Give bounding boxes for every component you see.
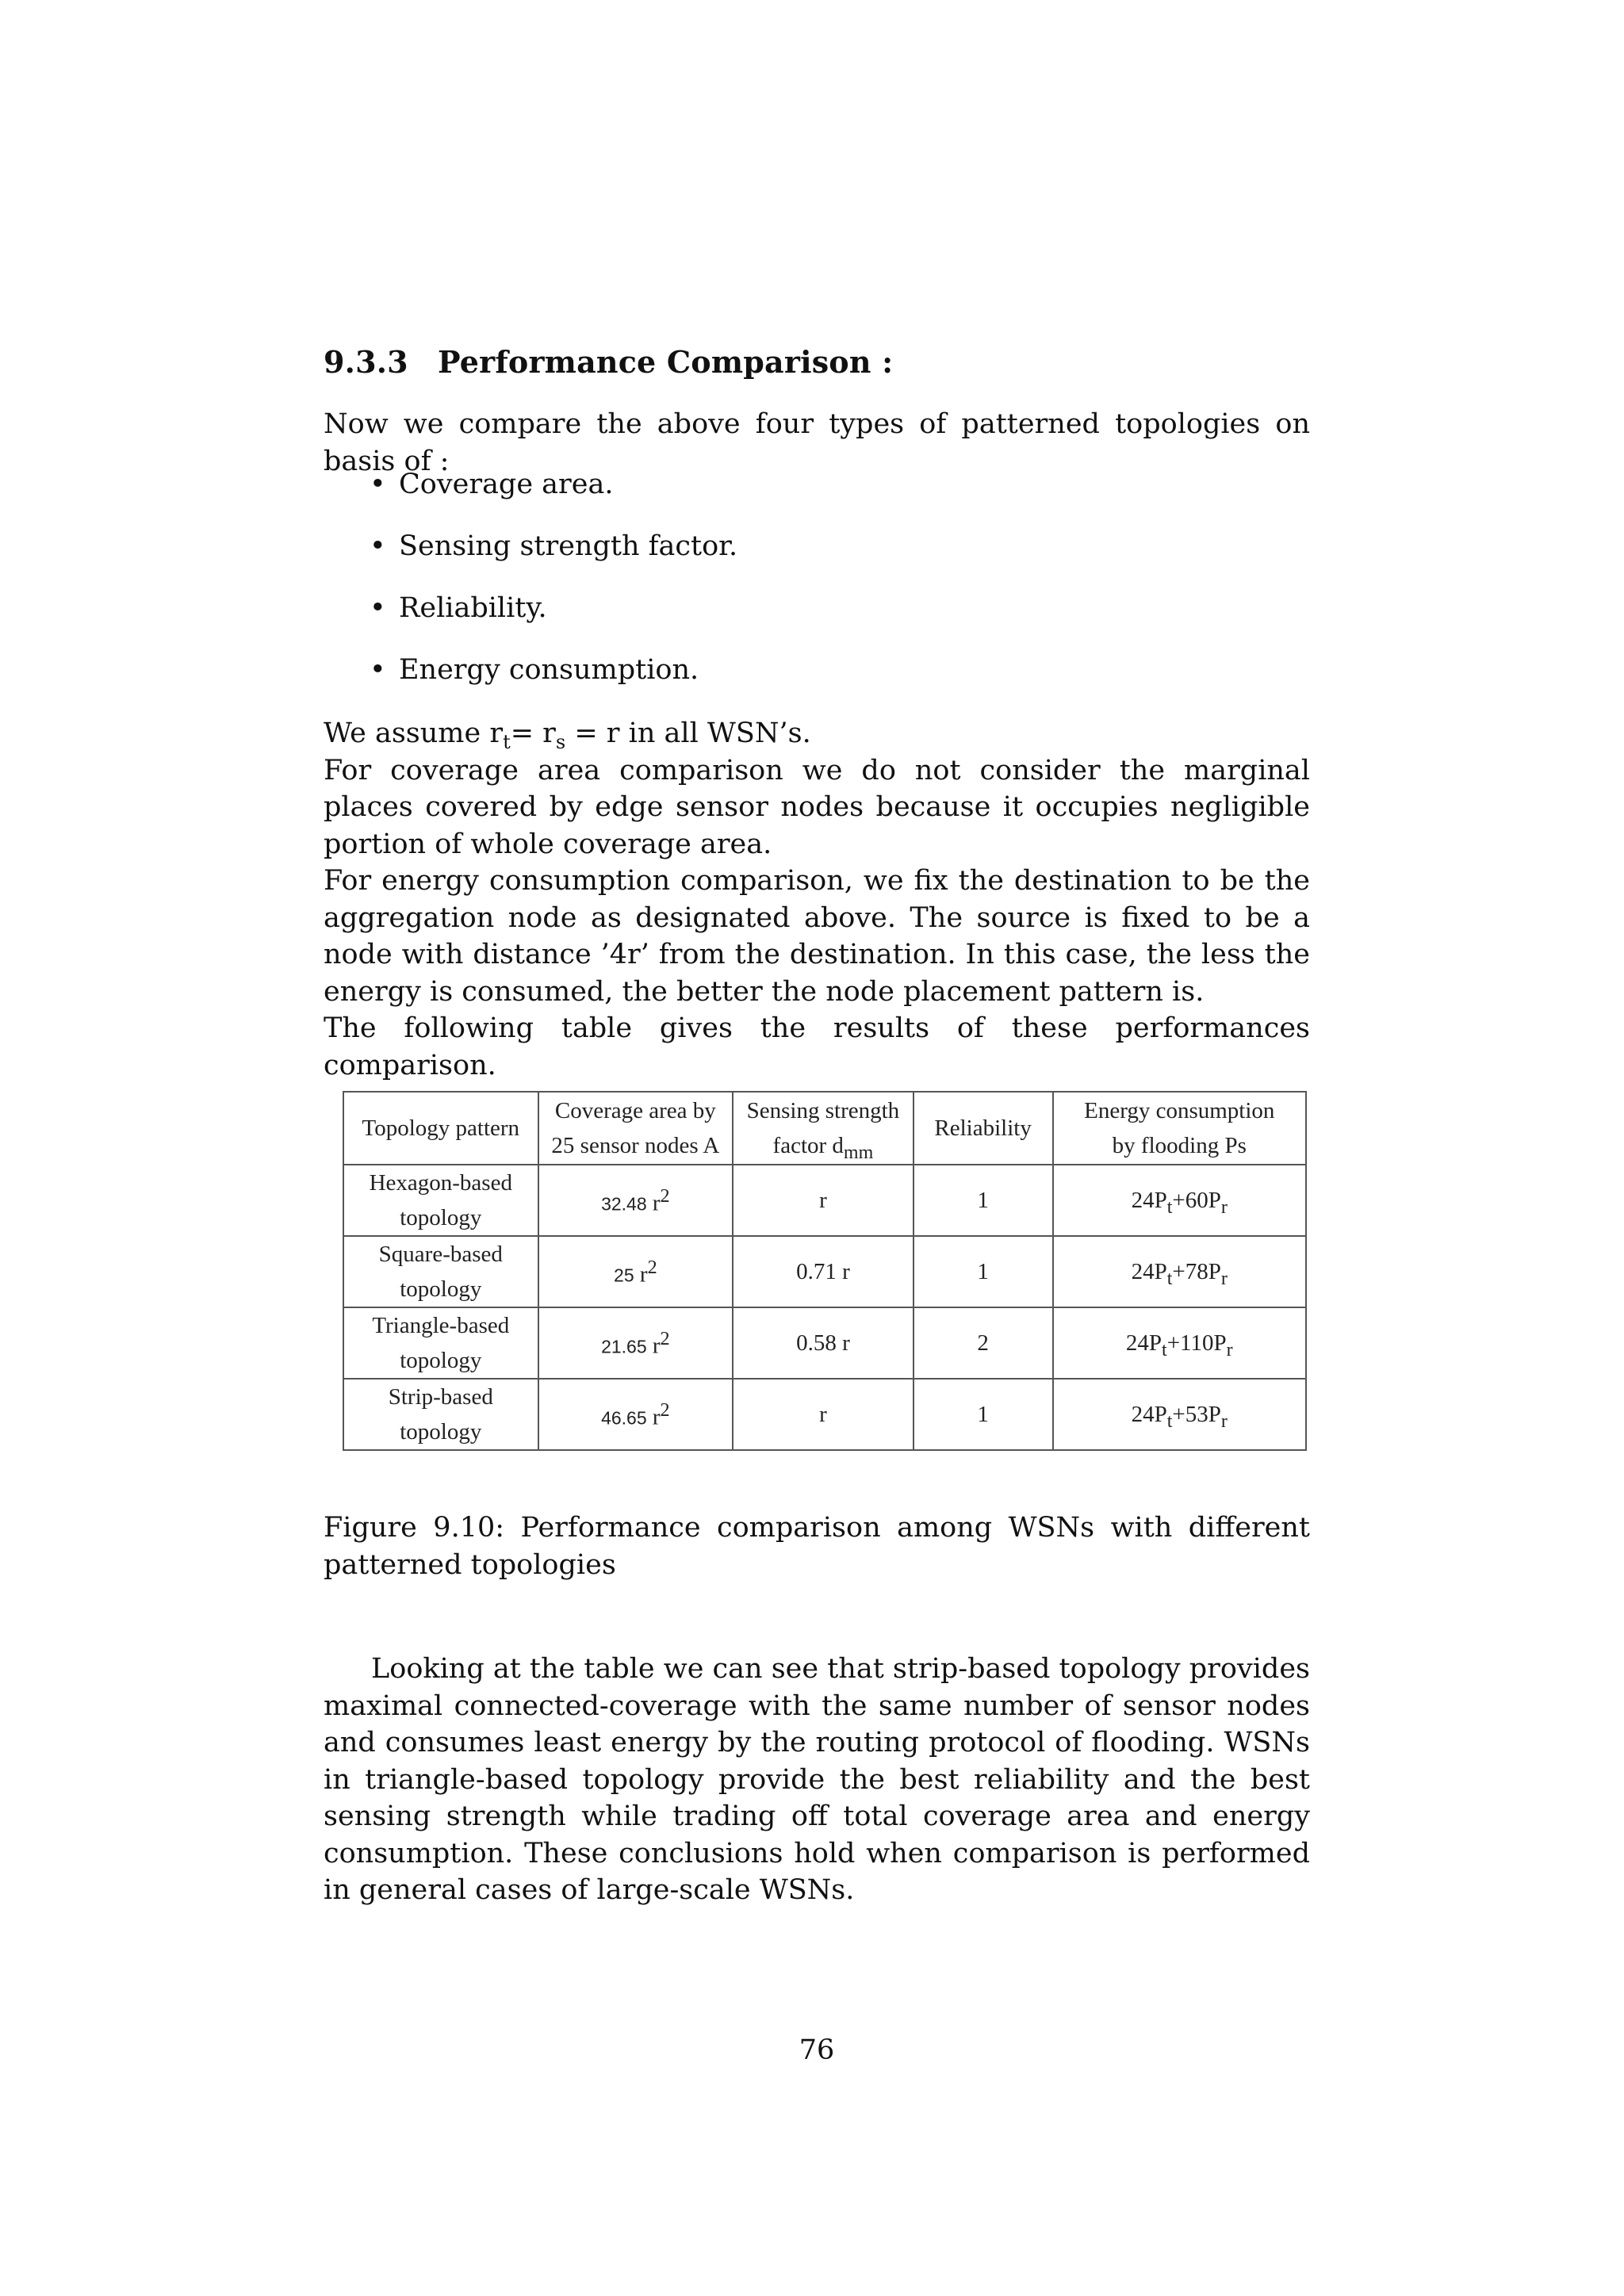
bullet-icon: • bbox=[370, 592, 386, 624]
list-item: • Sensing strength factor. bbox=[324, 528, 737, 590]
cell-energy: $24P_t+110P_r$ bbox=[1053, 1307, 1306, 1379]
intro-text: Now we compare the above four types of patterned topologies on basis of : bbox=[324, 408, 1310, 477]
cell-coverage: 25 $r^2$ bbox=[538, 1236, 733, 1307]
list-item: • Coverage area. bbox=[324, 466, 737, 528]
cell-topology: Strip-based topology bbox=[343, 1379, 538, 1450]
list-item: • Energy consumption. bbox=[324, 652, 737, 714]
bullet-icon: • bbox=[370, 469, 386, 500]
table-header-row bbox=[343, 1092, 1306, 1165]
cell-reliability: 2 bbox=[914, 1307, 1053, 1379]
page bbox=[324, 0, 1310, 2296]
cell-sensing: 0.71 r bbox=[733, 1236, 914, 1307]
cell-coverage: 46.65 $r^2$ bbox=[538, 1379, 733, 1450]
header-sensing: Sensing strength factor $d_{mm}$ bbox=[733, 1092, 914, 1165]
cell-sensing: r bbox=[733, 1165, 914, 1236]
header-energy: Energy consumption by flooding Ps bbox=[1053, 1092, 1306, 1165]
bullet-icon: • bbox=[370, 654, 386, 686]
section-number: 9.3.3 bbox=[324, 344, 408, 380]
cell-sensing: 0.58 r bbox=[733, 1307, 914, 1379]
body-text bbox=[324, 715, 1310, 1084]
cell-topology: Triangle-based topology bbox=[343, 1307, 538, 1379]
table-row bbox=[343, 1165, 1306, 1236]
table-row bbox=[343, 1236, 1306, 1307]
section-heading bbox=[324, 344, 893, 380]
assumption-line: We assume $r_t= r_s = r$ in all WSN’s. bbox=[324, 718, 811, 753]
table-row bbox=[343, 1307, 1306, 1379]
list-item: • Reliability. bbox=[324, 590, 737, 652]
header-reliability: Reliability bbox=[914, 1092, 1053, 1165]
cell-sensing: r bbox=[733, 1379, 914, 1450]
table-row bbox=[343, 1379, 1306, 1450]
page-number: 76 bbox=[799, 2034, 835, 2066]
cell-coverage: 32.48 $r^2$ bbox=[538, 1165, 733, 1236]
comparison-table-figure bbox=[343, 1091, 1307, 1446]
bullet-icon: • bbox=[370, 530, 386, 562]
figure-caption: Figure 9.10: Performance comparison among WSNs with different patterned topologies bbox=[324, 1512, 1310, 1581]
section-title: Performance Comparison : bbox=[438, 344, 894, 380]
cell-energy: $24P_t+60P_r$ bbox=[1053, 1165, 1306, 1236]
cell-reliability: 1 bbox=[914, 1236, 1053, 1307]
comparison-table bbox=[343, 1091, 1307, 1451]
cell-coverage: 21.65 $r^2$ bbox=[538, 1307, 733, 1379]
cell-reliability: 1 bbox=[914, 1379, 1053, 1450]
paragraph-energy: For energy consumption comparison, we fix the destination to be the aggregation node as designated above. The source is fixed to be a node with distance ’4r’ from the destination. In this case, the less the energy is consumed, the better the node placement pattern is. bbox=[324, 865, 1310, 1008]
paragraph-coverage: For coverage area comparison we do not consider the marginal places covered by edge sensor nodes because it occupies negligible portion of whole coverage area. bbox=[324, 754, 1310, 860]
paragraph-table-intro: The following table gives the results of these performances comparison. bbox=[324, 1012, 1310, 1081]
cell-reliability: 1 bbox=[914, 1165, 1053, 1236]
criteria-list bbox=[324, 466, 737, 714]
cell-topology: Square-based topology bbox=[343, 1236, 538, 1307]
cell-topology: Hexagon-based topology bbox=[343, 1165, 538, 1236]
cell-energy: $24P_t+78P_r$ bbox=[1053, 1236, 1306, 1307]
cell-energy: $24P_t+53P_r$ bbox=[1053, 1379, 1306, 1450]
header-coverage: Coverage area by 25 sensor nodes A bbox=[538, 1092, 733, 1165]
header-topology: Topology pattern bbox=[343, 1092, 538, 1165]
conclusion-paragraph: Looking at the table we can see that strip-based topology provides maximal connected-coverage with the same number of sensor nodes and consumes least energy by the routing protocol of flooding. WSNs in triangle-based topology provide the best reliability and the best sensing strength while trading off total coverage area and energy consumption. These conclusions hold when comparison is performed in general cases of large-scale WSNs. bbox=[324, 1653, 1310, 1906]
